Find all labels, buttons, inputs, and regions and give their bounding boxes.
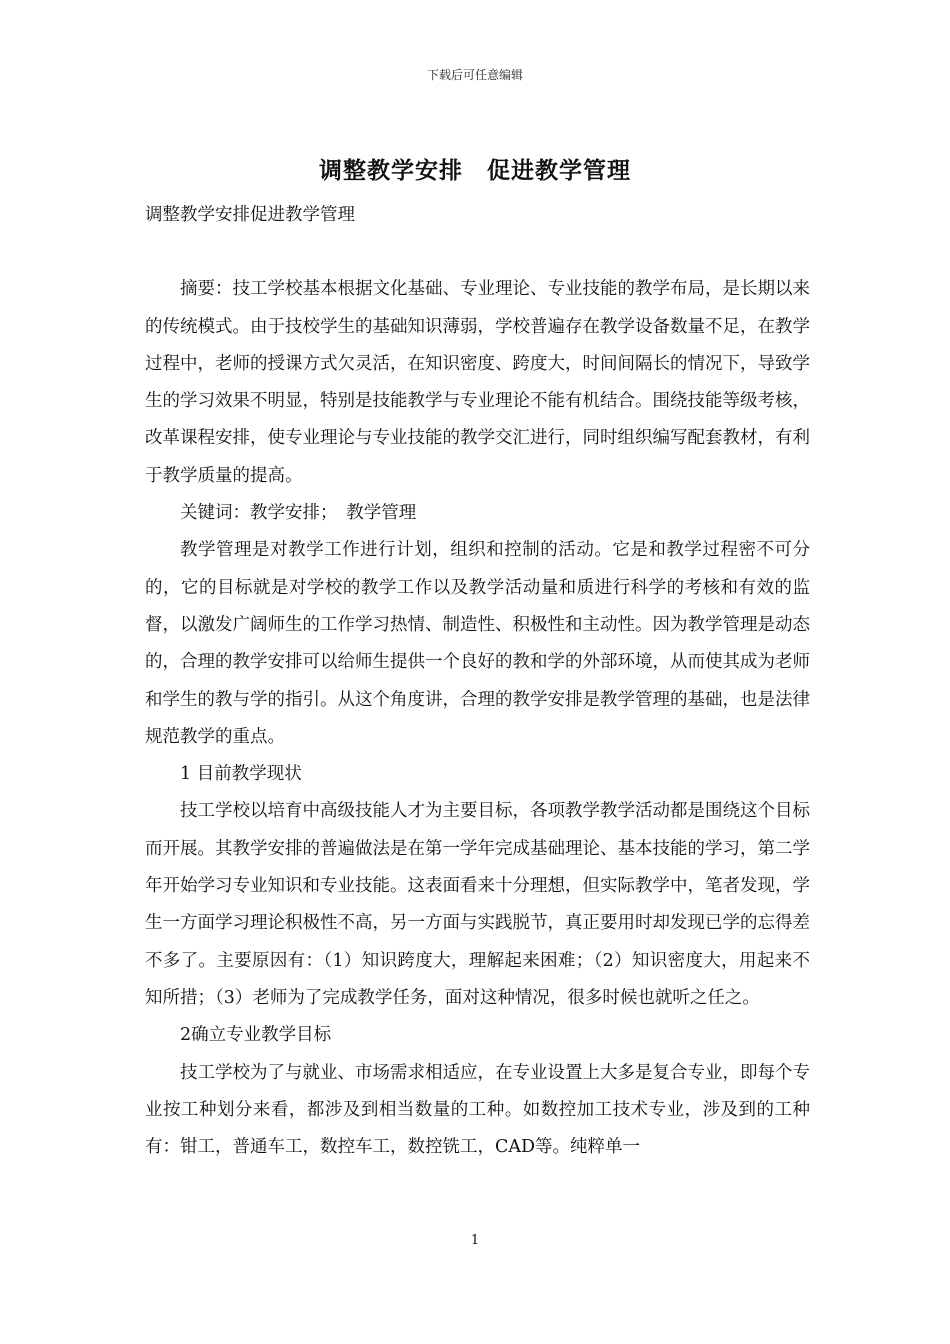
document-subtitle: 调整教学安排促进教学管理 (145, 205, 355, 225)
document-body (145, 197, 810, 1166)
page-number: 1 (470, 1233, 480, 1248)
body-paragraph: 技工学校以培育中高级技能人才为主要目标，各项教学教学活动都是围绕这个目标而开展。其教学安排的普遍做法是在第一学年完成基础理论、基本技能的学习，第二学年开始学习专业知识和专业技能。这表面看来十分理想，但实际教学中，笔者发现，学生一方面学习理论积极性不高，另一方面与实践脱节，真正要用时却发现已学的忘得差不多了。主要原因有：（1）知识跨度大，理解起来困难；（2）知识密度大，用起来不知所措；（3）老师为了完成教学任务，面对这种情况，很多时候也就听之任之。 (145, 801, 810, 1008)
keywords-paragraph: 关键词：教学安排； 教学管理 (180, 503, 417, 524)
body-paragraph: 教学管理是对教学工作进行计划，组织和控制的活动。它是和教学过程密不可分的，它的目标就是对学校的教学工作以及教学活动量和质进行科学的考核和有效的监督，以激发广阔师生的工作学习热情、制造性、积极性和主动性。因为教学管理是动态的，合理的教学安排可以给师生提供一个良好的教和学的外部环境，从而使其成为老师和学生的教与学的指引。从这个角度讲，合理的教学安排是教学管理的基础，也是法律规范教学的重点。 (145, 540, 810, 747)
section-heading: 1 目前教学现状 (180, 764, 302, 785)
section-heading: 2确立专业教学目标 (180, 1025, 332, 1046)
page-header-note: 下载后可任意编辑 (426, 68, 523, 82)
body-paragraph: 技工学校为了与就业、市场需求相适应，在专业设置上大多是复合专业，即每个专业按工种划分来看，都涉及到相当数量的工种。如数控加工技术专业，涉及到的工种有：钳工，普通车工，数控车工，数控铣工，CAD等。纯粹单一 (145, 1062, 810, 1158)
document-title: 调整教学安排 促进教学管理 (319, 157, 631, 184)
abstract-paragraph: 摘要：技工学校基本根据文化基础、专业理论、专业技能的教学布局，是长期以来的传统模式。由于技校学生的基础知识薄弱，学校普遍存在教学设备数量不足，在教学过程中，老师的授课方式欠灵活，在知识密度、跨度大，时间间隔长的情况下，导致学生的学习效果不明显，特别是技能教学与专业理论不能有机结合。围绕技能等级考核，改革课程安排，使专业理论与专业技能的教学交汇进行，同时组织编写配套教材，有利于教学质量的提高。 (145, 279, 810, 486)
